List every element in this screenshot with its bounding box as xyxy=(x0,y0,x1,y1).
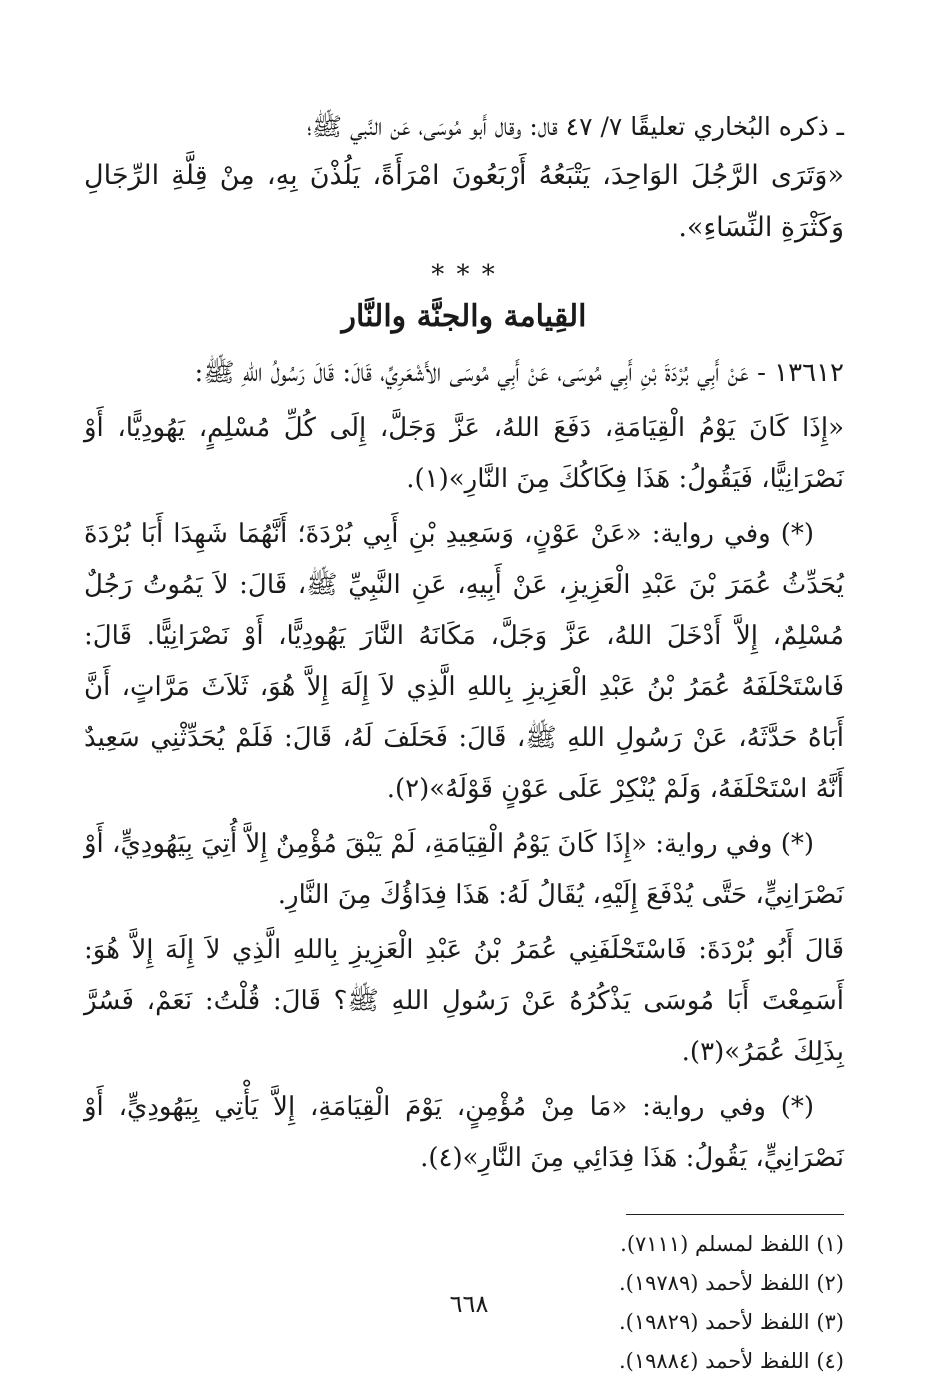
intro-quote: «وَتَرَى الرَّجُلَ الوَاحِدَ، يَتْبَعُهُ أَرْبَعُونَ امْرَأَةً، يَلُذْنَ بِهِ، مِنْ قِلَّةِ الرِّجَالِ وَكَثْرَةِ النِّسَاءِ». xyxy=(84,160,844,243)
narration-variant-2-continued: قَالَ أَبُو بُرْدَةَ: فَاسْتَحْلَفَنِي عُمَرُ بْنُ عَبْدِ الْعَزِيزِ بِاللهِ الَّذِي لاَ إِلَهَ إِلاَّ هُوَ: أَسَمِعْتَ أَبَا مُوسَى يَذْكُرُهُ عَنْ رَسُولِ اللهِ ﷺ؟ قَالَ: قُلْتُ: نَعَمْ، فَسُرَّ بِذَلِكَ عُمَرُ»(٣). xyxy=(84,935,844,1067)
hadith-text: «إِذَا كَانَ يَوْمُ الْقِيَامَةِ، دَفَعَ اللهُ، عَزَّ وَجَلَّ، إِلَى كُلِّ مُسْلِمٍ، يَهُودِيًّا، أَوْ نَصْرَانِيًّا، فَيَقُولُ: هَذَا فِكَاكُكَ مِنَ النَّارِ»(١). xyxy=(84,413,844,494)
narration-variant-1: (*) وفي رواية: «عَنْ عَوْنٍ، وَسَعِيدِ بْنِ أَبِي بُرْدَةَ؛ أَنَّهُمَا شَهِدَا أَبَا بُرْدَةَ يُحَدِّثُ عُمَرَ بْنَ عَبْدِ الْعَزِيزِ، عَنْ أَبِيهِ، عَنِ النَّبِيِّ ﷺ، قَالَ: لاَ يَمُوتُ رَجُلٌ مُسْلِمٌ، إِلاَّ أَدْخَلَ اللهُ، عَزَّ وَجَلَّ، مَكَانَهُ النَّارَ يَهُودِيًّا، أَوْ نَصْرَانِيًّا. قَالَ: فَاسْتَحْلَفَهُ عُمَرُ بْنُ عَبْدِ الْعَزِيزِ بِاللهِ الَّذِي لاَ إِلَهَ إِلاَّ هُوَ، ثَلاَثَ مَرَّاتٍ، أَنَّ أَبَاهُ حَدَّثَهُ، عَنْ رَسُولِ اللهِ ﷺ، قَالَ: فَحَلَفَ لَهُ، قَالَ: فَلَمْ يُحَدِّثْنِي سَعِيدٌ أَنَّهُ اسْتَحْلَفَهُ، وَلَمْ يُنْكِرْ عَلَى عَوْنٍ قَوْلَهُ»(٢). xyxy=(84,519,844,804)
narration-variant-3: (*) وفي رواية: «مَا مِنْ مُؤْمِنٍ، يَوْمَ الْقِيَامَةِ، إِلاَّ يَأْتِي بِيَهُودِيٍّ، أَوْ نَصْرَانِيٍّ، يَقُولُ: هَذَا فِدَائِي مِنَ النَّارِ»(٤). xyxy=(84,1092,844,1173)
page-body xyxy=(84,104,844,1381)
section-separator: * * * xyxy=(431,260,497,290)
footnote-divider xyxy=(626,1214,844,1215)
page-number: ٦٦٨ xyxy=(449,1290,489,1318)
footnote-3: (٣) اللفظ لأحمد (١٩٨٢٩). xyxy=(618,1310,844,1334)
footnote-2: (٢) اللفظ لأحمد (١٩٧٨٩). xyxy=(618,1271,844,1295)
intro-reference: ـ ذكره البُخاري تعليقًا ٧/ ٤٧ قال: وقال أَبو مُوسَى، عَن النَّبي ﷺ؛ xyxy=(306,112,844,141)
section-title: القِيامة والجنَّة والنَّار xyxy=(341,299,587,334)
footnote-4: (٤) اللفظ لأحمد (١٩٨٨٤). xyxy=(618,1349,844,1373)
hadith-isnad: ١٣٦١٢ - عَنْ أَبِي بُرْدَةَ بْنِ أَبِي مُوسَى، عَنْ أَبِي مُوسَى الأَشْعَرِيِّ، قَالَ: قَالَ رَسُولُ اللهِ ﷺ: xyxy=(194,358,844,388)
footnote-1: (١) اللفظ لمسلم (٧١١١). xyxy=(620,1232,844,1256)
narration-variant-2: (*) وفي رواية: «إِذَا كَانَ يَوْمُ الْقِيَامَةِ، لَمْ يَبْقَ مُؤْمِنٌ إِلاَّ أُتِيَ بِيَهُودِيٍّ، أَوْ نَصْرَانِيٍّ، حَتَّى يُدْفَعَ إِلَيْهِ، يُقَالُ لَهُ: هَذَا فِدَاؤُكَ مِنَ النَّارِ. xyxy=(84,829,844,910)
